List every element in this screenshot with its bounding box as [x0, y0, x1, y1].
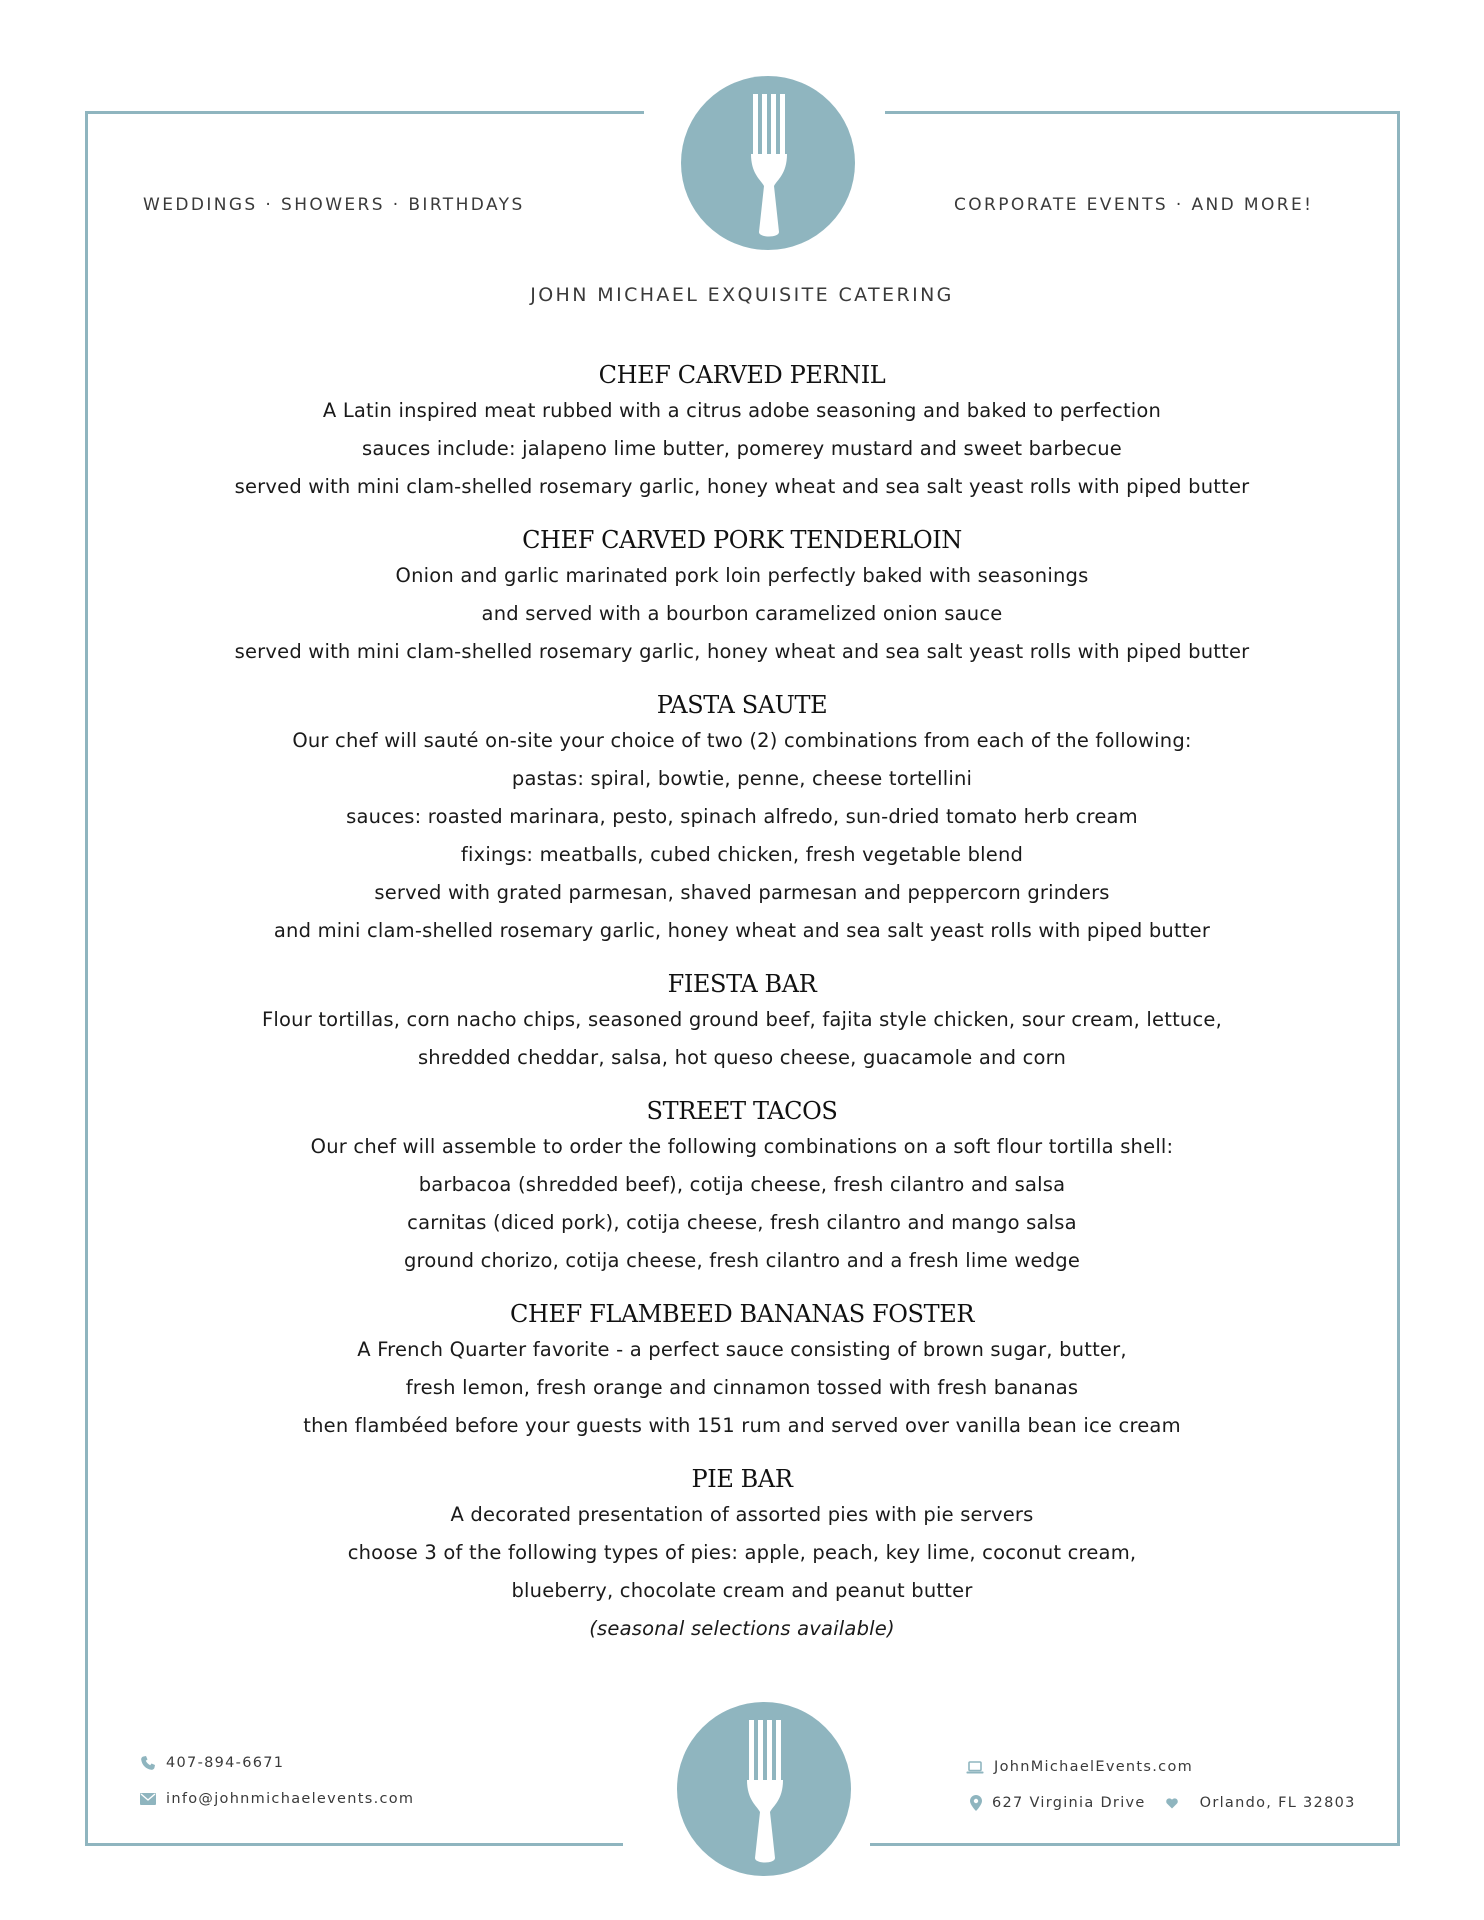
section-line: choose 3 of the following types of pies: apple, peach, key lime, coconut cream, — [347, 1541, 1137, 1564]
section-line: blueberry, chocolate cream and peanut butter — [511, 1579, 973, 1602]
menu-section-fiesta-bar — [150, 967, 1334, 1077]
contact-phone[interactable] — [140, 1755, 284, 1771]
heart-icon — [1166, 1798, 1178, 1809]
menu — [150, 358, 1334, 1665]
section-line: served with mini clam-shelled rosemary garlic, honey wheat and sea salt yeast rolls with piped butter — [234, 640, 1250, 663]
section-line: A French Quarter favorite - a perfect sauce consisting of brown sugar, butter, — [357, 1338, 1127, 1361]
section-line: Our chef will sauté on-site your choice of two (2) combinations from each of the following: — [292, 729, 1192, 752]
frame-bottom-right — [870, 1843, 1400, 1846]
menu-section-pork-tenderloin — [150, 523, 1334, 671]
section-line: and mini clam-shelled rosemary garlic, honey wheat and sea salt yeast rolls with piped butter — [273, 919, 1211, 942]
menu-section-pie-bar — [150, 1462, 1334, 1648]
frame-left — [85, 111, 88, 1846]
phone-icon — [140, 1755, 156, 1771]
city-text: Orlando, FL 32803 — [1199, 1795, 1356, 1811]
section-line: served with mini clam-shelled rosemary garlic, honey wheat and sea salt yeast rolls with piped butter — [234, 475, 1250, 498]
section-line: pastas: spiral, bowtie, penne, cheese tortellini — [511, 767, 973, 790]
contact-address — [970, 1795, 1356, 1811]
tagline-left: WEDDINGS · SHOWERS · BIRTHDAYS — [143, 195, 525, 215]
laptop-icon — [966, 1761, 984, 1774]
tagline-right: CORPORATE EVENTS · AND MORE! — [954, 195, 1314, 215]
section-line: A decorated presentation of assorted pies with pie servers — [450, 1503, 1034, 1526]
frame-bottom-left — [85, 1843, 623, 1846]
map-pin-icon — [970, 1795, 982, 1811]
contact-website[interactable] — [966, 1759, 1193, 1775]
section-title: CHEF CARVED PERNIL — [598, 361, 886, 389]
menu-section-pasta-saute — [150, 688, 1334, 950]
section-line: ground chorizo, cotija cheese, fresh cilantro and a fresh lime wedge — [403, 1249, 1081, 1272]
section-line: Our chef will assemble to order the following combinations on a soft flour tortilla shell: — [310, 1135, 1174, 1158]
contact-email[interactable] — [140, 1791, 414, 1807]
section-line: fixings: meatballs, cubed chicken, fresh vegetable blend — [460, 843, 1024, 866]
frame-right — [1397, 111, 1400, 1846]
section-line: sauces: roasted marinara, pesto, spinach alfredo, sun-dried tomato herb cream — [346, 805, 1138, 828]
section-title: PIE BAR — [691, 1465, 793, 1493]
menu-section-bananas-foster — [150, 1297, 1334, 1445]
menu-section-pernil — [150, 358, 1334, 506]
section-line: carnitas (diced pork), cotija cheese, fresh cilantro and mango salsa — [407, 1211, 1077, 1234]
company-name: JOHN MICHAEL EXQUISITE CATERING — [530, 284, 954, 306]
envelope-icon — [140, 1793, 156, 1805]
section-title: CHEF FLAMBEED BANANAS FOSTER — [509, 1300, 974, 1328]
section-title: CHEF CARVED PORK TENDERLOIN — [522, 526, 962, 554]
fork-icon — [681, 76, 855, 250]
menu-section-street-tacos — [150, 1094, 1334, 1280]
street-text: 627 Virginia Drive — [992, 1795, 1146, 1811]
section-title: PASTA SAUTE — [656, 691, 828, 719]
section-line: sauces include: jalapeno lime butter, pomerey mustard and sweet barbecue — [361, 437, 1123, 460]
website-text: JohnMichaelEvents.com — [994, 1759, 1194, 1775]
section-line: shredded cheddar, salsa, hot queso cheese, guacamole and corn — [417, 1046, 1067, 1069]
section-line: fresh lemon, fresh orange and cinnamon tossed with fresh bananas — [405, 1376, 1079, 1399]
frame-top-right — [885, 111, 1400, 114]
section-line: A Latin inspired meat rubbed with a citrus adobe seasoning and baked to perfection — [322, 399, 1162, 422]
email-text: info@johnmichaelevents.com — [166, 1791, 415, 1807]
phone-text: 407-894-6671 — [166, 1755, 285, 1771]
section-line: barbacoa (shredded beef), cotija cheese, fresh cilantro and salsa — [418, 1173, 1066, 1196]
section-line: served with grated parmesan, shaved parmesan and peppercorn grinders — [374, 881, 1110, 904]
section-line: Flour tortillas, corn nacho chips, seasoned ground beef, fajita style chicken, sour cream, lettuce, — [262, 1008, 1222, 1031]
frame-top-left — [85, 111, 644, 114]
logo-top — [681, 76, 855, 250]
section-line: and served with a bourbon caramelized onion sauce — [481, 602, 1003, 625]
section-line: Onion and garlic marinated pork loin perfectly baked with seasonings — [395, 564, 1089, 587]
fork-icon — [677, 1702, 851, 1876]
section-line: then flambéed before your guests with 151 rum and served over vanilla bean ice cream — [303, 1414, 1181, 1437]
logo-bottom — [677, 1702, 851, 1876]
seasonal-note: (seasonal selections available) — [589, 1617, 895, 1640]
section-title: FIESTA BAR — [667, 970, 817, 998]
section-title: STREET TACOS — [646, 1097, 838, 1125]
